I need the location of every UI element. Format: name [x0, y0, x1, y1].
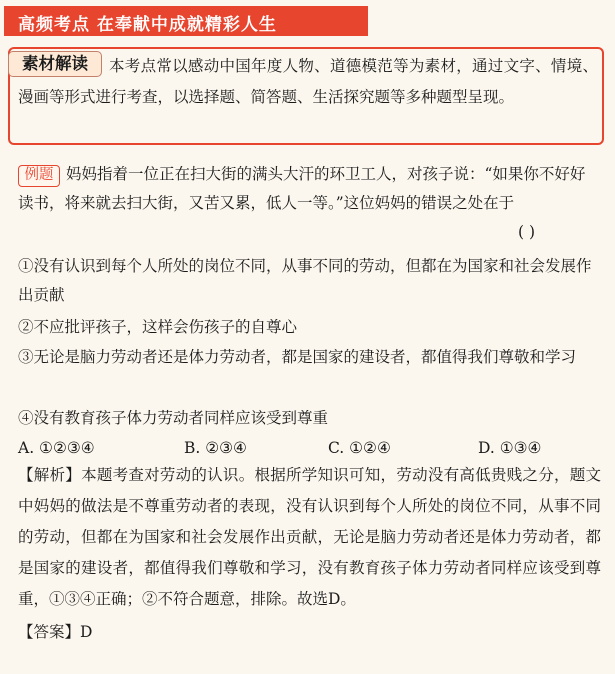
choice-b: B. ②③④ — [184, 439, 247, 457]
choice-c: C. ①②④ — [328, 439, 391, 457]
analysis — [18, 460, 601, 615]
option-1: ①没有认识到每个人所处的岗位不同，从事不同的劳动，但都在为国家和社会发展作出贡献 — [18, 257, 592, 304]
topic-banner — [4, 6, 368, 36]
example-tag: 例题 — [18, 165, 60, 187]
banner-title: 高频考点 在奉献中成就精彩人生 — [18, 15, 277, 35]
answer-value: D — [80, 623, 93, 641]
answer-tag: 【答案】 — [18, 623, 81, 641]
option-2: ②不应批评孩子，这样会伤孩子的自尊心 — [18, 318, 298, 336]
option-4: ④没有教育孩子体力劳动者同样应该受到尊重 — [18, 409, 329, 427]
material-text: 本考点常以感动中国年度人物、道德模范等为素材，通过文字、情境、漫画等形式进行考查，以选择题、简答题、生活探究题等多种题型呈现。 — [18, 57, 598, 106]
answer-blank: ( ) — [518, 223, 536, 241]
choice-d: D. ①③④ — [478, 439, 542, 457]
option-3: ③无论是脑力劳动者还是体力劳动者，都是国家的建设者，都值得我们尊敬和学习 — [18, 348, 577, 366]
analysis-text: 本题考查对劳动的认识。根据所学知识可知，劳动没有高低贵贱之分，题文中妈妈的做法是不尊重劳动者的表现，没有认识到每个人所处的岗位不同，从事不同的劳动，但都在为国家和社会发展作出贡献，无论是脑力劳动者还是体力劳动者，都是国家的建设者，都值得我们尊敬和学习，没有教育孩子体力劳动者同样应该受到尊重，①③④正确；②不符合题意，排除。故选D。 — [18, 466, 601, 608]
example-stem: 妈妈指着一位正在扫大街的满头大汗的环卫工人，对孩子说：“如果你不好好读书，将来就去扫大街，又苦又累，低人一等。”这位妈妈的错误之处在于 — [18, 165, 586, 212]
answer — [18, 620, 92, 642]
material-tag: 素材解读 — [8, 51, 102, 77]
choice-a: A. ①②③④ — [18, 439, 95, 457]
analysis-tag: 【解析】 — [18, 466, 82, 484]
